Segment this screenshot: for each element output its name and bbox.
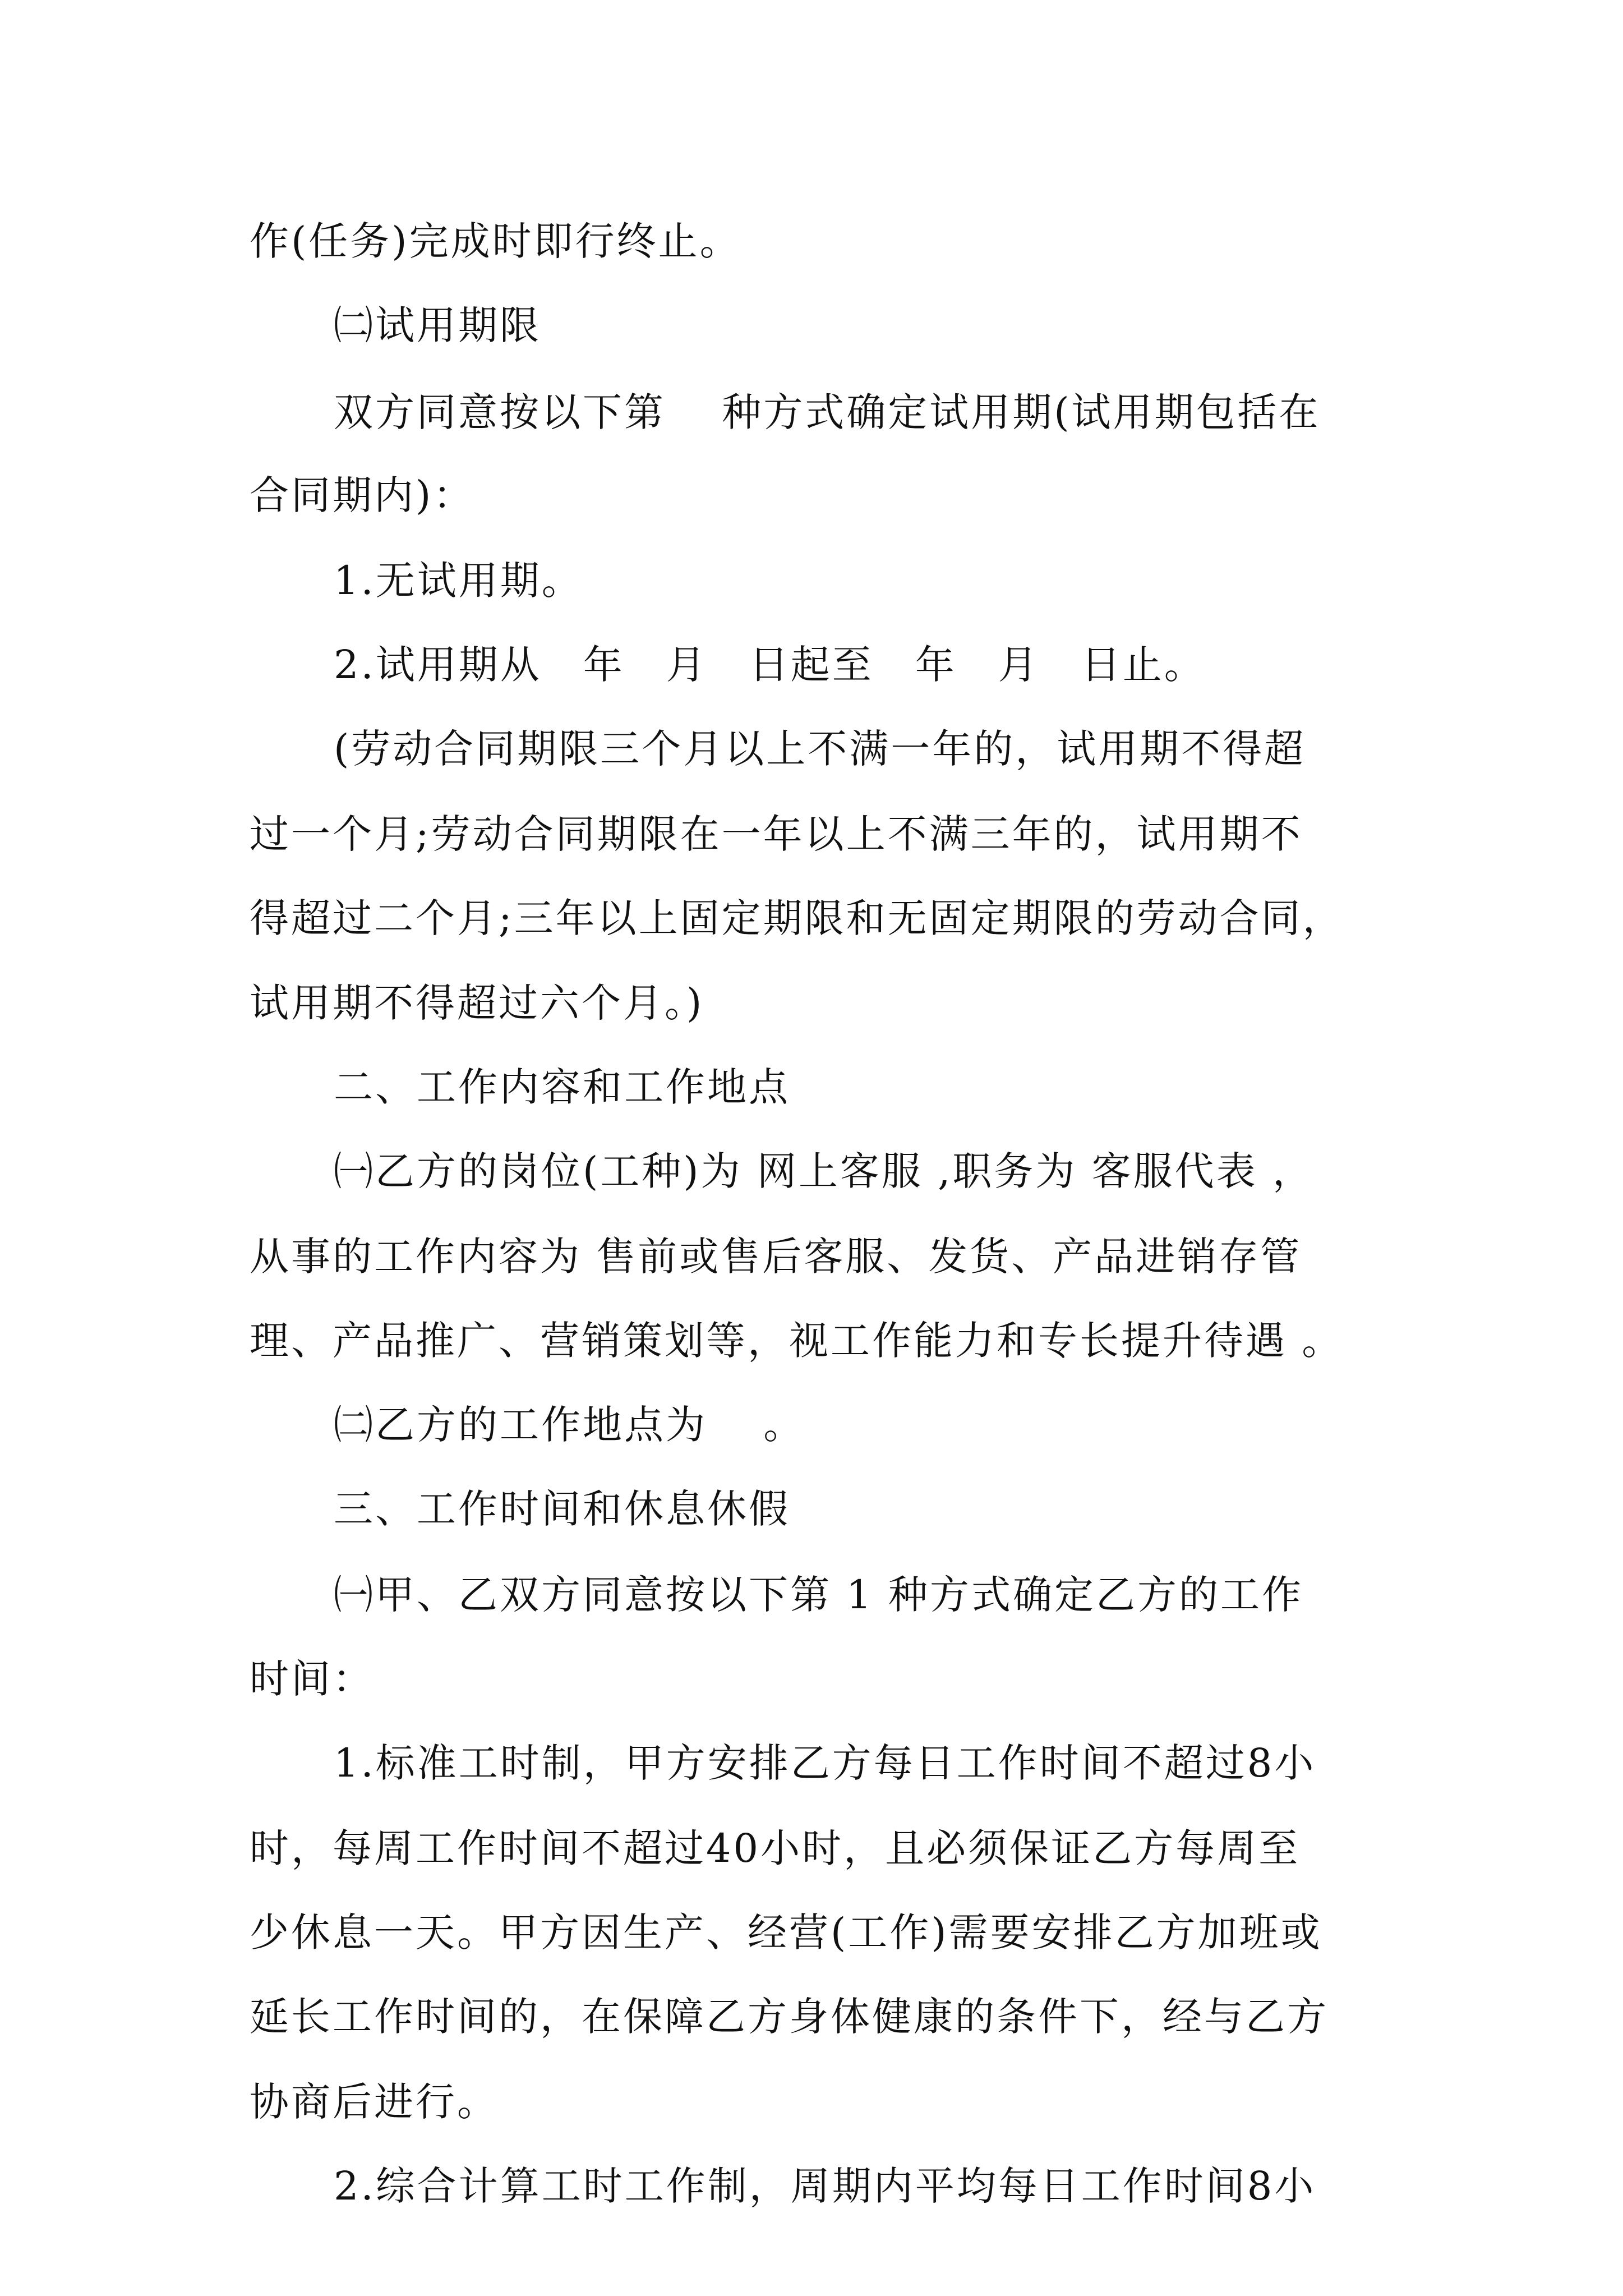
paragraph-line: 合同期内)： (250, 472, 475, 518)
paragraph-line: 双方同意按以下第 种方式确定试用期(试用期包括在 (334, 389, 1321, 435)
paragraph-line: 协商后进行。 (250, 2079, 499, 2125)
paragraph-line: 时间： (250, 1656, 374, 1702)
paragraph-line: 作(任务)完成时即行终止。 (250, 218, 741, 264)
section-heading-work-time: 三、工作时间和休息休假 (334, 1486, 790, 1532)
paragraph-line: ㈠乙方的岗位(工种)为 网上客服 ,职务为 客服代表 ， (334, 1148, 1314, 1194)
paragraph-line: 时，每周工作时间不超过40小时，且必须保证乙方每周至 (250, 1825, 1301, 1871)
paragraph-line: 过一个月;劳动合同期限在一年以上不满三年的，试用期不 (250, 811, 1303, 857)
paragraph-line: ㈠甲、乙双方同意按以下第 1 种方式确定乙方的工作 (334, 1572, 1304, 1618)
section-heading-probation: ㈡试用期限 (334, 302, 541, 348)
paragraph-line: 从事的工作内容为 售前或售后客服、发货、产品进销存管 (250, 1234, 1302, 1280)
paragraph-line: 试用期不得超过六个月。) (250, 980, 704, 1026)
list-item: 1.无试用期。 (334, 558, 583, 604)
list-item: 2.综合计算工时工作制，周期内平均每日工作时间8小 (334, 2163, 1316, 2209)
section-heading-work-content: 二、工作内容和工作地点 (334, 1064, 790, 1110)
paragraph-line: 少休息一天。甲方因生产、经营(工作)需要安排乙方加班或 (250, 1910, 1322, 1955)
paragraph-line: 得超过二个月;三年以上固定期限和无固定期限的劳动合同， (250, 895, 1344, 941)
paragraph-line: ㈡乙方的工作地点为 。 (334, 1402, 805, 1448)
paragraph-line: (劳动合同期限三个月以上不满一年的，试用期不得超 (334, 726, 1306, 772)
list-item: 1.标准工时制，甲方安排乙方每日工作时间不超过8小 (334, 1740, 1316, 1786)
paragraph-line: 理、产品推广、营销策划等，视工作能力和专长提升待遇 。 (250, 1318, 1344, 1364)
list-item: 2.试用期从 年 月 日起至 年 月 日止。 (334, 642, 1206, 688)
paragraph-line: 延长工作时间的，在保障乙方身体健康的条件下，经与乙方 (250, 1994, 1329, 2040)
